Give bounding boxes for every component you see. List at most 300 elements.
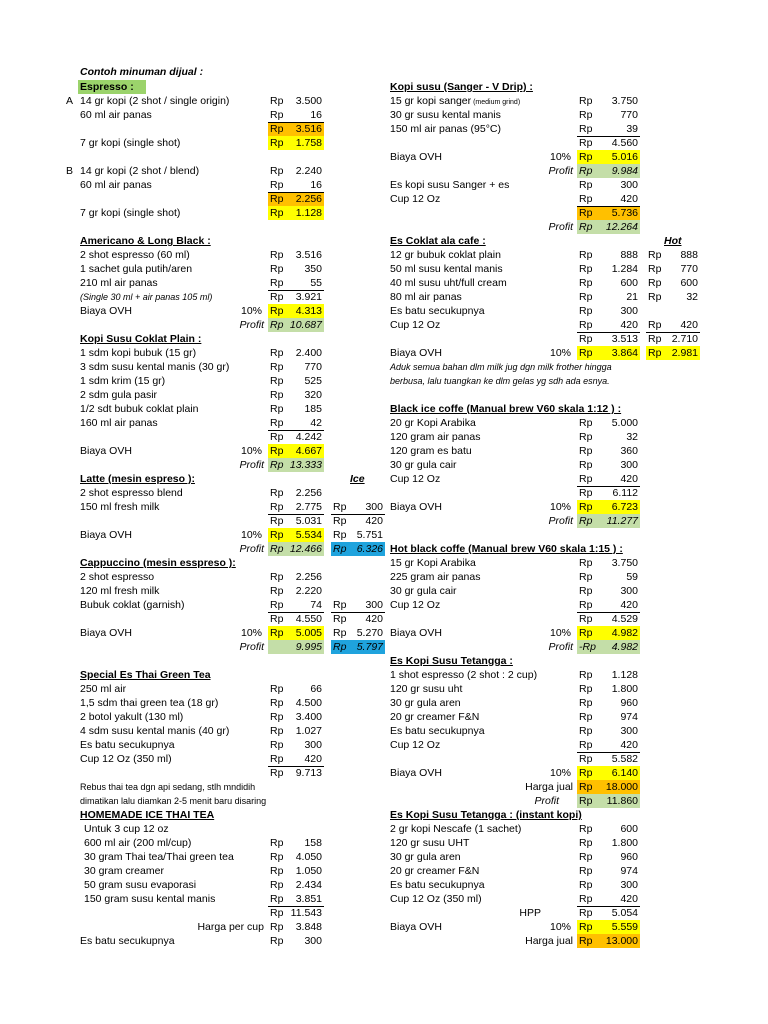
amount-value: 2.400 [295, 347, 322, 359]
section-heading: Americano & Long Black : [80, 235, 211, 247]
item-label: 1 sdm krim (15 gr) [80, 375, 166, 387]
item-label: Harga jual [525, 935, 573, 947]
amount-value: 16 [310, 179, 322, 191]
amount-value: 525 [304, 375, 322, 387]
currency-label: Rp [270, 123, 284, 135]
item-label: 20 gr Kopi Arabika [390, 417, 476, 429]
item-label: 3 sdm susu kental manis (30 gr) [80, 361, 230, 373]
item-label: Cup 12 Oz [390, 739, 441, 751]
currency-label: Rp [579, 837, 593, 849]
currency-label: Rp [579, 221, 593, 233]
item-label: Es batu secukupnya [80, 935, 175, 947]
item-label: 120 gr susu UHT [390, 837, 470, 849]
currency-label-2: Rp [648, 263, 662, 275]
amount-value: 11.543 [290, 907, 322, 919]
amount-value: 18.000 [605, 781, 638, 793]
amount-value: 420 [620, 193, 638, 205]
amount-value-2: 300 [365, 501, 383, 513]
item-label: Cup 12 Oz [390, 473, 441, 485]
item-label: 120 gram air panas [390, 431, 481, 443]
item-label: B [66, 165, 74, 177]
item-label: Es batu secukupnya [390, 879, 485, 891]
item-label: 30 gr gula cair [390, 459, 457, 471]
currency-label: Rp [579, 249, 593, 261]
item-label: 120 gram es batu [390, 445, 472, 457]
item-label: Profit [239, 641, 264, 653]
item-label: 15 gr kopi sanger (medium grind) [390, 95, 521, 107]
section-heading: HOMEMADE ICE THAI TEA [80, 809, 215, 821]
item-label: 50 gram susu evaporasi [84, 879, 197, 891]
ice-column-header: Ice [350, 473, 365, 485]
item-label: Profit [548, 221, 573, 233]
currency-label: Rp [579, 627, 593, 639]
amount-value: 1.800 [611, 837, 638, 849]
amount-value: 32 [626, 431, 638, 443]
item-label: dimatikan lalu diamkan 2-5 menit baru disaring [80, 796, 267, 806]
amount-value: 320 [304, 389, 322, 401]
amount-value: 185 [304, 403, 322, 415]
currency-label: Rp [579, 781, 593, 793]
item-label: Profit [548, 165, 573, 177]
currency-label: Rp [270, 837, 284, 849]
amount-value-2: 420 [680, 319, 698, 331]
amount-value: 9.984 [611, 165, 638, 177]
item-label: 2 botol yakult (130 ml) [80, 711, 184, 723]
currency-label: Rp [579, 683, 593, 695]
currency-label: Rp [579, 347, 593, 359]
overhead-percent: 10% [549, 501, 571, 513]
amount-value: 3.851 [295, 893, 322, 905]
amount-value: 5.582 [611, 753, 638, 765]
item-label: 60 ml air panas [80, 109, 152, 121]
currency-label: Rp [579, 753, 593, 765]
amount-value: 66 [310, 683, 322, 695]
currency-label-2: Rp [648, 333, 662, 345]
amount-value: 974 [620, 711, 638, 723]
amount-value: 300 [304, 739, 322, 751]
item-label: 1 sachet gula putih/aren [80, 263, 193, 275]
amount-value: 9.995 [295, 641, 322, 653]
amount-value: 3.513 [611, 333, 638, 345]
item-label: 225 gram air panas [390, 571, 481, 583]
item-label: HPP [519, 907, 541, 919]
item-label: Es kopi susu Sanger + es [390, 179, 510, 191]
item-label: 20 gr creamer F&N [390, 711, 480, 723]
amount-value: 4.242 [295, 431, 322, 443]
amount-value-2: 770 [680, 263, 698, 275]
amount-value: 5.534 [295, 529, 322, 541]
amount-value: 960 [620, 851, 638, 863]
item-label: 80 ml air panas [390, 291, 462, 303]
currency-label: Rp [270, 515, 284, 527]
amount-value: 1.050 [295, 865, 322, 877]
amount-value: 3.750 [611, 557, 638, 569]
item-label: Harga jual [525, 781, 573, 793]
currency-label: Rp [270, 277, 284, 289]
currency-label: Rp [579, 179, 593, 191]
amount-value: 59 [626, 571, 638, 583]
section-heading: Black ice coffe (Manual brew V60 skala 1:12 ) : [390, 403, 622, 415]
currency-label: Rp [270, 893, 284, 905]
item-label: Biaya OVH [80, 529, 132, 541]
amount-value: 5.016 [611, 151, 638, 163]
item-label: 210 ml air panas [80, 277, 158, 289]
amount-value: 1.758 [295, 137, 322, 149]
currency-label: Rp [270, 249, 284, 261]
amount-value: 3.864 [611, 347, 638, 359]
overhead-percent: 10% [549, 921, 571, 933]
currency-label: Rp [579, 669, 593, 681]
currency-label: Rp [579, 767, 593, 779]
item-label: Biaya OVH [390, 501, 442, 513]
amount-value-2: 420 [365, 613, 383, 625]
amount-value: 300 [304, 935, 322, 947]
amount-value: 300 [620, 179, 638, 191]
amount-value: 300 [620, 879, 638, 891]
currency-label: Rp [579, 459, 593, 471]
amount-value-2: 888 [680, 249, 698, 261]
currency-label: Rp [270, 935, 284, 947]
amount-value: 888 [620, 249, 638, 261]
currency-label: Rp [579, 739, 593, 751]
currency-label: Rp [270, 375, 284, 387]
currency-label: Rp [270, 389, 284, 401]
item-label: Biaya OVH [390, 151, 442, 163]
amount-value: 1.027 [295, 725, 322, 737]
overhead-percent: 10% [240, 445, 262, 457]
currency-label-2: Rp [333, 613, 347, 625]
item-label: 60 ml air panas [80, 179, 152, 191]
amount-value: 1.800 [611, 683, 638, 695]
sheet-title: Contoh minuman dijual : [80, 66, 204, 78]
amount-value: 16 [310, 109, 322, 121]
currency-label: Rp [270, 459, 284, 471]
section-heading: Espresso : [80, 81, 134, 93]
currency-label-2: Rp [333, 515, 347, 527]
currency-label: Rp [270, 487, 284, 499]
section-heading: Es Coklat ala cafe : [390, 235, 486, 247]
item-label: (Single 30 ml + air panas 105 ml) [80, 292, 213, 302]
currency-label: Rp [579, 795, 593, 807]
currency-label: Rp [579, 711, 593, 723]
item-label: 160 ml air panas [80, 417, 158, 429]
item-label: 30 gr susu kental manis [390, 109, 501, 121]
currency-label-2: Rp [333, 599, 347, 611]
section-heading: Kopi susu (Sanger - V Drip) : [390, 81, 533, 93]
amount-value: 3.516 [295, 123, 322, 135]
amount-value: 4.982 [611, 627, 638, 639]
currency-label: Rp [579, 333, 593, 345]
amount-value: 13.000 [605, 935, 638, 947]
currency-label-2: Rp [648, 319, 662, 331]
item-label: Profit [534, 795, 559, 807]
amount-value-2: 2.710 [671, 333, 698, 345]
amount-value: 5.000 [611, 417, 638, 429]
currency-label: Rp [270, 137, 284, 149]
currency-label: Rp [579, 585, 593, 597]
currency-label: Rp [270, 543, 284, 555]
amount-value: 2.434 [295, 879, 322, 891]
amount-value-2: 600 [680, 277, 698, 289]
currency-label: Rp [270, 417, 284, 429]
currency-label: Rp [579, 137, 593, 149]
item-label: Bubuk coklat (garnish) [80, 599, 185, 611]
currency-label: Rp [270, 865, 284, 877]
item-label: berbusa, lalu tuangkan ke dlm gelas yg sdh ada esnya. [390, 376, 610, 386]
currency-label: Rp [579, 935, 593, 947]
amount-value: 5.005 [295, 627, 322, 639]
currency-label: Rp [579, 571, 593, 583]
amount-value: 300 [620, 585, 638, 597]
currency-label: Rp [270, 501, 284, 513]
amount-value: 770 [304, 361, 322, 373]
item-label: 30 gram creamer [84, 865, 164, 877]
amount-value: 5.559 [611, 921, 638, 933]
item-label: 7 gr kopi (single shot) [80, 207, 181, 219]
currency-label: Rp [270, 347, 284, 359]
item-label: 250 ml air [80, 683, 127, 695]
amount-value: 770 [620, 109, 638, 121]
item-label: Cup 12 Oz [390, 193, 441, 205]
currency-label: Rp [579, 445, 593, 457]
amount-value: 2.256 [295, 487, 322, 499]
amount-value: 420 [620, 893, 638, 905]
currency-label: Rp [270, 739, 284, 751]
item-label: 2 gr kopi Nescafe (1 sachet) [390, 823, 522, 835]
currency-label: Rp [579, 697, 593, 709]
item-label: Biaya OVH [80, 445, 132, 457]
currency-label-2: Rp [333, 543, 347, 555]
amount-value-2: 6.326 [356, 543, 383, 555]
item-label: 30 gr gula aren [390, 851, 461, 863]
currency-label: Rp [270, 431, 284, 443]
amount-value: 1.128 [295, 207, 322, 219]
amount-value: 350 [304, 263, 322, 275]
amount-value: 158 [304, 837, 322, 849]
currency-label: Rp [270, 529, 284, 541]
currency-label: Rp [270, 319, 284, 331]
amount-value: 6.723 [611, 501, 638, 513]
item-label: Biaya OVH [80, 305, 132, 317]
item-label: Cup 12 Oz [390, 599, 441, 611]
amount-value: 4.550 [295, 613, 322, 625]
amount-value: 3.500 [295, 95, 322, 107]
amount-value: 960 [620, 697, 638, 709]
amount-value: 4.313 [295, 305, 322, 317]
amount-value: 2.775 [295, 501, 322, 513]
item-label: 4 sdm susu kental manis (40 gr) [80, 725, 230, 737]
section-heading: Es Kopi Susu Tetangga : (instant kopi) [390, 809, 582, 821]
amount-value: 4.529 [611, 613, 638, 625]
section-heading: Es Kopi Susu Tetangga : [390, 655, 513, 667]
currency-label: Rp [579, 557, 593, 569]
amount-value: 21 [626, 291, 638, 303]
currency-label: Rp [579, 599, 593, 611]
currency-label-2: Rp [333, 641, 347, 653]
amount-value: 11.860 [606, 795, 638, 807]
amount-value-2: 32 [686, 291, 698, 303]
item-label: 40 ml susu uht/full cream [390, 277, 507, 289]
amount-value: 3.848 [295, 921, 322, 933]
currency-label: Rp [579, 207, 593, 219]
amount-value: 74 [310, 599, 322, 611]
item-label: 1/2 sdt bubuk coklat plain [80, 403, 199, 415]
amount-value: 42 [310, 417, 322, 429]
currency-label: Rp [579, 165, 593, 177]
currency-label: Rp [270, 109, 284, 121]
amount-value: 300 [620, 459, 638, 471]
currency-label: Rp [270, 627, 284, 639]
currency-label-2: Rp [648, 291, 662, 303]
amount-value: 11.277 [606, 515, 638, 527]
item-label: 1 sdm kopi bubuk (15 gr) [80, 347, 197, 359]
item-label: 150 ml air panas (95°C) [390, 123, 501, 135]
amount-value: 420 [304, 753, 322, 765]
amount-value-2: 2.981 [671, 347, 698, 359]
amount-value-2: 5.797 [356, 641, 383, 653]
item-label: 120 gr susu uht [390, 683, 463, 695]
item-label: Es batu secukupnya [80, 739, 175, 751]
amount-value: 420 [620, 319, 638, 331]
item-label: Biaya OVH [80, 627, 132, 639]
item-label: Profit [239, 459, 264, 471]
currency-label: Rp [579, 277, 593, 289]
item-label: 30 gram Thai tea/Thai green tea [84, 851, 234, 863]
currency-label: Rp [270, 361, 284, 373]
currency-label: Rp [270, 305, 284, 317]
currency-label: Rp [270, 907, 284, 919]
currency-label: Rp [579, 109, 593, 121]
item-label: Cup 12 Oz (350 ml) [80, 753, 172, 765]
item-label: Es batu secukupnya [390, 725, 485, 737]
currency-label: Rp [270, 725, 284, 737]
amount-value: 420 [620, 739, 638, 751]
amount-value: 5.736 [611, 207, 638, 219]
amount-value-2: 420 [365, 515, 383, 527]
amount-value: 360 [620, 445, 638, 457]
item-label: Profit [548, 515, 573, 527]
amount-value: 974 [620, 865, 638, 877]
currency-label: Rp [270, 879, 284, 891]
currency-label: Rp [579, 823, 593, 835]
currency-label-2: Rp [333, 627, 347, 639]
currency-label: Rp [270, 599, 284, 611]
currency-label: Rp [579, 921, 593, 933]
currency-label: Rp [579, 291, 593, 303]
amount-value: 3.921 [295, 291, 322, 303]
currency-label: Rp [579, 501, 593, 513]
currency-label: -Rp [579, 641, 596, 653]
currency-label: Rp [579, 865, 593, 877]
item-label: 7 gr kopi (single shot) [80, 137, 181, 149]
amount-value: 600 [620, 277, 638, 289]
amount-value: 300 [620, 725, 638, 737]
currency-label: Rp [270, 753, 284, 765]
overhead-percent: 10% [240, 627, 262, 639]
amount-value: 4.050 [295, 851, 322, 863]
item-label: Cup 12 Oz (350 ml) [390, 893, 482, 905]
item-label: 50 ml susu kental manis [390, 263, 503, 275]
currency-label: Rp [270, 571, 284, 583]
hot-column-header: Hot [664, 235, 682, 247]
amount-value: 6.112 [612, 487, 638, 499]
currency-label: Rp [579, 319, 593, 331]
amount-value-2: 5.751 [356, 529, 383, 541]
currency-label: Rp [270, 165, 284, 177]
amount-value: 1.284 [611, 263, 638, 275]
item-label: Rebus thai tea dgn api sedang, stlh mndidih [80, 782, 256, 792]
amount-value: 1.128 [611, 669, 638, 681]
item-label: Biaya OVH [390, 921, 442, 933]
currency-label: Rp [270, 711, 284, 723]
item-label: 12 gr bubuk coklat plain [390, 249, 501, 261]
item-label: A [66, 95, 74, 107]
item-label: Harga per cup [197, 921, 264, 933]
item-label: Biaya OVH [390, 767, 442, 779]
amount-value: 39 [626, 123, 638, 135]
item-label: 15 gr Kopi Arabika [390, 557, 476, 569]
amount-value: 10.687 [289, 319, 322, 331]
amount-value: 3.400 [295, 711, 322, 723]
currency-label: Rp [270, 445, 284, 457]
item-label: 1,5 sdm thai green tea (18 gr) [80, 697, 219, 709]
currency-label: Rp [270, 207, 284, 219]
amount-value: 5.031 [295, 515, 322, 527]
item-label: Cup 12 Oz [390, 319, 441, 331]
overhead-percent: 10% [240, 305, 262, 317]
currency-label-2: Rp [648, 277, 662, 289]
amount-value: 2.256 [295, 571, 322, 583]
amount-value: 4.500 [295, 697, 322, 709]
overhead-percent: 10% [549, 347, 571, 359]
item-label: 120 ml fresh milk [80, 585, 160, 597]
currency-label: Rp [270, 403, 284, 415]
item-label: 150 gram susu kental manis [84, 893, 216, 905]
amount-value: 13.333 [289, 459, 322, 471]
item-label: 30 gr gula aren [390, 697, 461, 709]
item-label: 14 gr kopi (2 shot / single origin) [80, 95, 230, 107]
amount-value: 420 [620, 473, 638, 485]
item-label: 600 ml air (200 ml/cup) [84, 837, 192, 849]
amount-value: 2.256 [295, 193, 322, 205]
item-label: 2 shot espresso (60 ml) [80, 249, 190, 261]
amount-value: 2.220 [295, 585, 322, 597]
currency-label: Rp [579, 417, 593, 429]
amount-value: 4.667 [295, 445, 322, 457]
section-heading: Special Es Thai Green Tea [80, 669, 211, 681]
currency-label: Rp [579, 305, 593, 317]
currency-label: Rp [579, 879, 593, 891]
currency-label-2: Rp [648, 249, 662, 261]
amount-value: 300 [620, 305, 638, 317]
currency-label: Rp [270, 767, 284, 779]
currency-label: Rp [579, 95, 593, 107]
item-label: Biaya OVH [390, 627, 442, 639]
currency-label: Rp [270, 179, 284, 191]
currency-label: Rp [270, 193, 284, 205]
overhead-percent: 10% [549, 151, 571, 163]
item-label: 2 shot espresso blend [80, 487, 183, 499]
currency-label: Rp [270, 683, 284, 695]
section-heading: Kopi Susu Coklat Plain : [80, 333, 202, 345]
amount-value: 6.140 [611, 767, 638, 779]
amount-value: 4.560 [611, 137, 638, 149]
currency-label: Rp [579, 515, 593, 527]
currency-label: Rp [579, 613, 593, 625]
item-label: Es batu secukupnya [390, 305, 485, 317]
currency-label: Rp [270, 95, 284, 107]
currency-label: Rp [579, 263, 593, 275]
